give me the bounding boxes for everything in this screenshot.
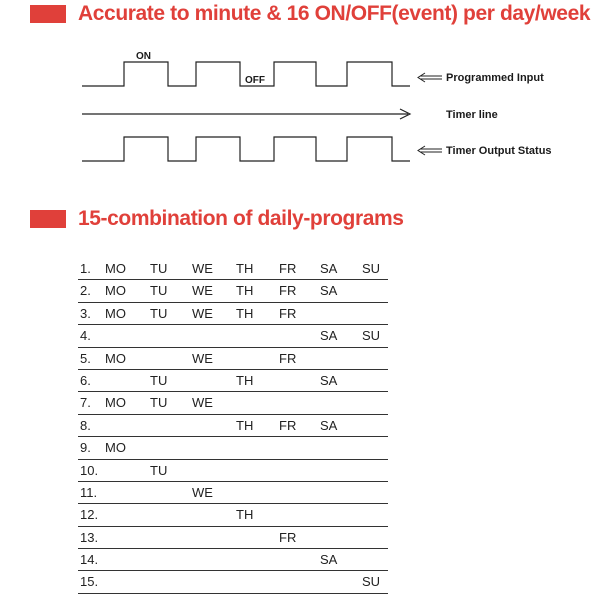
table-row — [78, 303, 388, 325]
off-label: OFF — [245, 75, 265, 86]
day-cell-th: TH — [236, 305, 254, 321]
section-title: 15-combination of daily-programs — [78, 207, 404, 230]
day-cell-we: WE — [192, 350, 213, 366]
row-number: 10. — [80, 462, 99, 478]
day-cell-mo: MO — [105, 440, 126, 456]
row-number: 1. — [80, 261, 91, 276]
row-number: 14. — [80, 552, 99, 568]
day-cell-th: TH — [236, 372, 254, 388]
row-number: 3. — [80, 305, 91, 321]
table-row — [78, 460, 388, 482]
day-cell-tu: TU — [150, 283, 168, 299]
section-title: Accurate to minute & 16 ON/OFF(event) per day/week — [78, 2, 591, 25]
day-cell-mo: MO — [105, 350, 126, 366]
day-cell-mo: MO — [105, 305, 126, 321]
row-number: 15. — [80, 574, 99, 590]
programmed-input-arrow-icon — [418, 73, 442, 82]
timer-line-label: Timer line — [446, 109, 498, 121]
day-cell-we: WE — [192, 283, 213, 299]
table-row — [78, 571, 388, 593]
timing-diagram — [0, 40, 600, 180]
day-cell-sa: SA — [320, 283, 338, 299]
row-number: 11. — [80, 484, 98, 500]
day-cell-sa: SA — [320, 417, 338, 433]
day-cell-th: TH — [236, 507, 254, 523]
table-row — [78, 415, 388, 437]
programmed-input-label: Programmed Input — [446, 72, 544, 84]
day-cell-tu: TU — [150, 372, 168, 388]
day-cell-sa: SA — [320, 328, 338, 344]
day-cell-fr: FR — [279, 261, 297, 276]
day-cell-we: WE — [192, 484, 213, 500]
table-row — [78, 504, 388, 526]
timer-output-status-label: Timer Output Status — [446, 145, 552, 157]
red-bar-icon — [30, 210, 66, 228]
day-cell-th: TH — [236, 417, 254, 433]
day-cell-sa: SA — [320, 261, 338, 276]
day-cell-mo: MO — [105, 261, 126, 276]
day-cell-fr: FR — [279, 417, 297, 433]
section-header-accuracy — [30, 2, 590, 26]
day-cell-su: SU — [362, 261, 381, 276]
day-cell-su: SU — [362, 574, 381, 590]
timer-output-waveform — [82, 137, 410, 161]
row-number: 6. — [80, 372, 91, 388]
day-cell-we: WE — [192, 395, 213, 411]
table-row — [78, 392, 388, 414]
row-number: 5. — [80, 350, 91, 366]
table-row — [78, 482, 388, 504]
table-row — [78, 370, 388, 392]
day-cell-mo: MO — [105, 395, 126, 411]
day-cell-we: WE — [192, 305, 213, 321]
row-number: 12. — [80, 507, 99, 523]
table-row — [78, 549, 388, 571]
program-table — [78, 258, 388, 594]
table-row — [78, 258, 388, 280]
row-number: 7. — [80, 395, 91, 411]
row-number: 4. — [80, 328, 91, 344]
table-row — [78, 527, 388, 549]
day-cell-tu: TU — [150, 261, 168, 276]
table-row — [78, 348, 388, 370]
day-cell-tu: TU — [150, 305, 168, 321]
output-status-arrow-icon — [418, 146, 442, 155]
day-cell-fr: FR — [279, 350, 297, 366]
day-cell-tu: TU — [150, 395, 168, 411]
row-number: 13. — [80, 529, 99, 545]
red-bar-icon — [30, 5, 66, 23]
day-cell-th: TH — [236, 261, 254, 276]
row-number: 2. — [80, 283, 91, 299]
day-cell-mo: MO — [105, 283, 126, 299]
day-cell-fr: FR — [279, 305, 297, 321]
table-row — [78, 325, 388, 347]
row-number: 8. — [80, 417, 91, 433]
on-label: ON — [136, 51, 151, 62]
day-cell-tu: TU — [150, 462, 168, 478]
day-cell-sa: SA — [320, 552, 338, 568]
day-cell-sa: SA — [320, 372, 338, 388]
day-cell-th: TH — [236, 283, 254, 299]
day-cell-fr: FR — [279, 283, 297, 299]
day-cell-we: WE — [192, 261, 213, 276]
table-row — [78, 280, 388, 302]
section-header-programs — [30, 207, 404, 231]
day-cell-su: SU — [362, 328, 381, 344]
row-number: 9. — [80, 440, 91, 456]
table-row — [78, 437, 388, 459]
day-cell-fr: FR — [279, 529, 297, 545]
